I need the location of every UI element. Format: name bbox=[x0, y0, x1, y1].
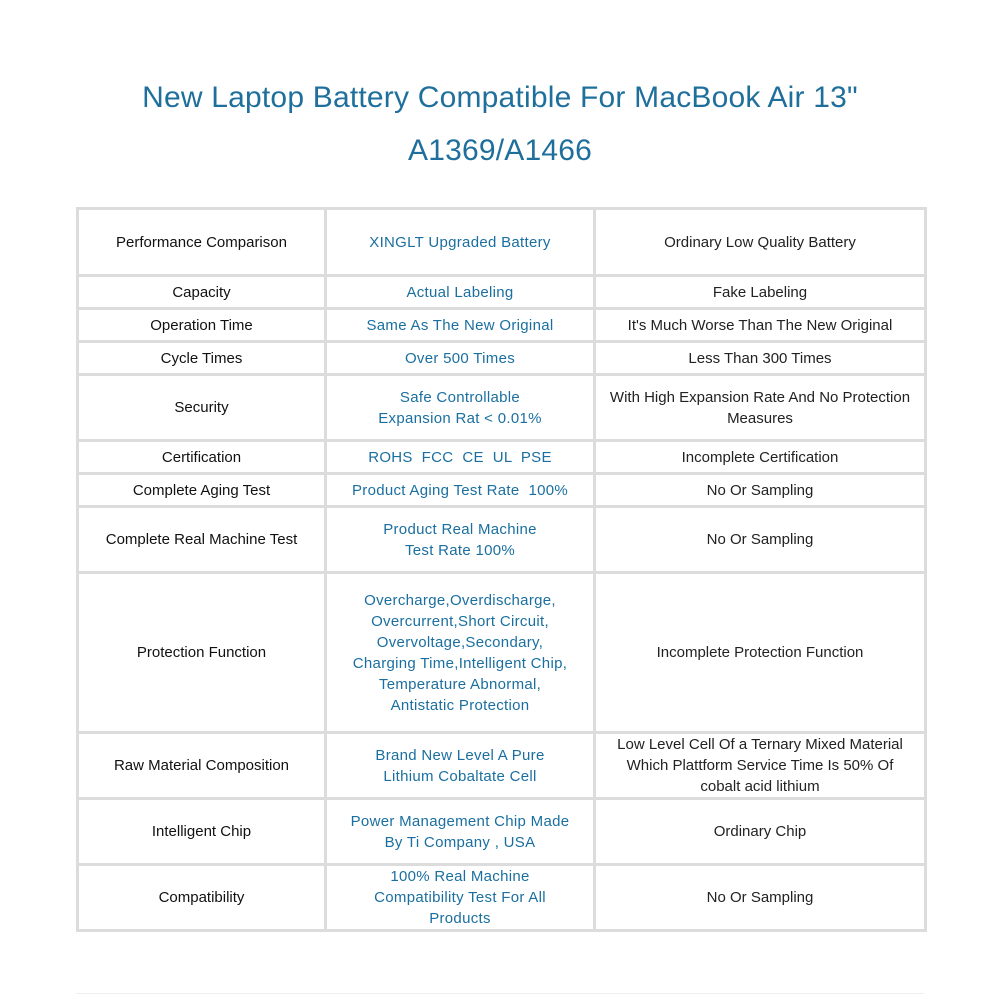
header-cell: Ordinary Low Quality Battery bbox=[595, 209, 926, 276]
ordinary-cell: It's Much Worse Than The New Original bbox=[595, 309, 926, 342]
table-header-row bbox=[78, 209, 926, 276]
ordinary-cell: Low Level Cell Of a Ternary Mixed Material Which Plattform Service Time Is 50% Of cobalt acid lithium bbox=[595, 733, 926, 799]
ordinary-cell: Less Than 300 Times bbox=[595, 342, 926, 375]
page-title: New Laptop Battery Compatible For MacBook Air 13" bbox=[142, 81, 858, 114]
table-row bbox=[78, 865, 926, 931]
header-cell: XINGLT Upgraded Battery bbox=[326, 209, 595, 276]
bottom-divider bbox=[76, 993, 924, 994]
xinglt-cell: 100% Real Machine Compatibility Test For All Products bbox=[326, 865, 595, 931]
feature-cell: Security bbox=[78, 375, 326, 441]
table-row bbox=[78, 276, 926, 309]
feature-cell: Capacity bbox=[78, 276, 326, 309]
feature-cell: Certification bbox=[78, 441, 326, 474]
table-row bbox=[78, 375, 926, 441]
ordinary-cell: Fake Labeling bbox=[595, 276, 926, 309]
ordinary-cell: Incomplete Certification bbox=[595, 441, 926, 474]
feature-cell: Cycle Times bbox=[78, 342, 326, 375]
feature-cell: Protection Function bbox=[78, 573, 326, 733]
header-cell: Performance Comparison bbox=[78, 209, 326, 276]
feature-cell: Compatibility bbox=[78, 865, 326, 931]
table-row bbox=[78, 441, 926, 474]
table-row bbox=[78, 342, 926, 375]
ordinary-cell: Ordinary Chip bbox=[595, 799, 926, 865]
table-row bbox=[78, 507, 926, 573]
feature-cell: Intelligent Chip bbox=[78, 799, 326, 865]
ordinary-cell: With High Expansion Rate And No Protection Measures bbox=[595, 375, 926, 441]
page-subtitle-model: A1369/A1466 bbox=[407, 134, 593, 167]
table-row bbox=[78, 474, 926, 507]
table-row bbox=[78, 799, 926, 865]
xinglt-cell: ROHS FCC CE UL PSE bbox=[326, 441, 595, 474]
feature-cell: Raw Material Composition bbox=[78, 733, 326, 799]
feature-cell: Complete Real Machine Test bbox=[78, 507, 326, 573]
ordinary-cell: No Or Sampling bbox=[595, 474, 926, 507]
xinglt-cell: Overcharge,Overdischarge, Overcurrent,Short Circuit, Overvoltage,Secondary, Charging Time,Intelligent Chip, Temperature Abnormal, Antistatic Protection bbox=[326, 573, 595, 733]
xinglt-cell: Brand New Level A Pure Lithium Cobaltate Cell bbox=[326, 733, 595, 799]
feature-cell: Complete Aging Test bbox=[78, 474, 326, 507]
xinglt-cell: Product Real Machine Test Rate 100% bbox=[326, 507, 595, 573]
xinglt-cell: Same As The New Original bbox=[326, 309, 595, 342]
feature-cell: Operation Time bbox=[78, 309, 326, 342]
xinglt-cell: Safe Controllable Expansion Rat < 0.01% bbox=[326, 375, 595, 441]
xinglt-cell: Actual Labeling bbox=[326, 276, 595, 309]
comparison-table bbox=[76, 207, 927, 932]
table-row bbox=[78, 733, 926, 799]
xinglt-cell: Power Management Chip Made By Ti Company , USA bbox=[326, 799, 595, 865]
xinglt-cell: Product Aging Test Rate 100% bbox=[326, 474, 595, 507]
ordinary-cell: No Or Sampling bbox=[595, 865, 926, 931]
ordinary-cell: No Or Sampling bbox=[595, 507, 926, 573]
table-row bbox=[78, 309, 926, 342]
table-row bbox=[78, 573, 926, 733]
xinglt-cell: Over 500 Times bbox=[326, 342, 595, 375]
ordinary-cell: Incomplete Protection Function bbox=[595, 573, 926, 733]
